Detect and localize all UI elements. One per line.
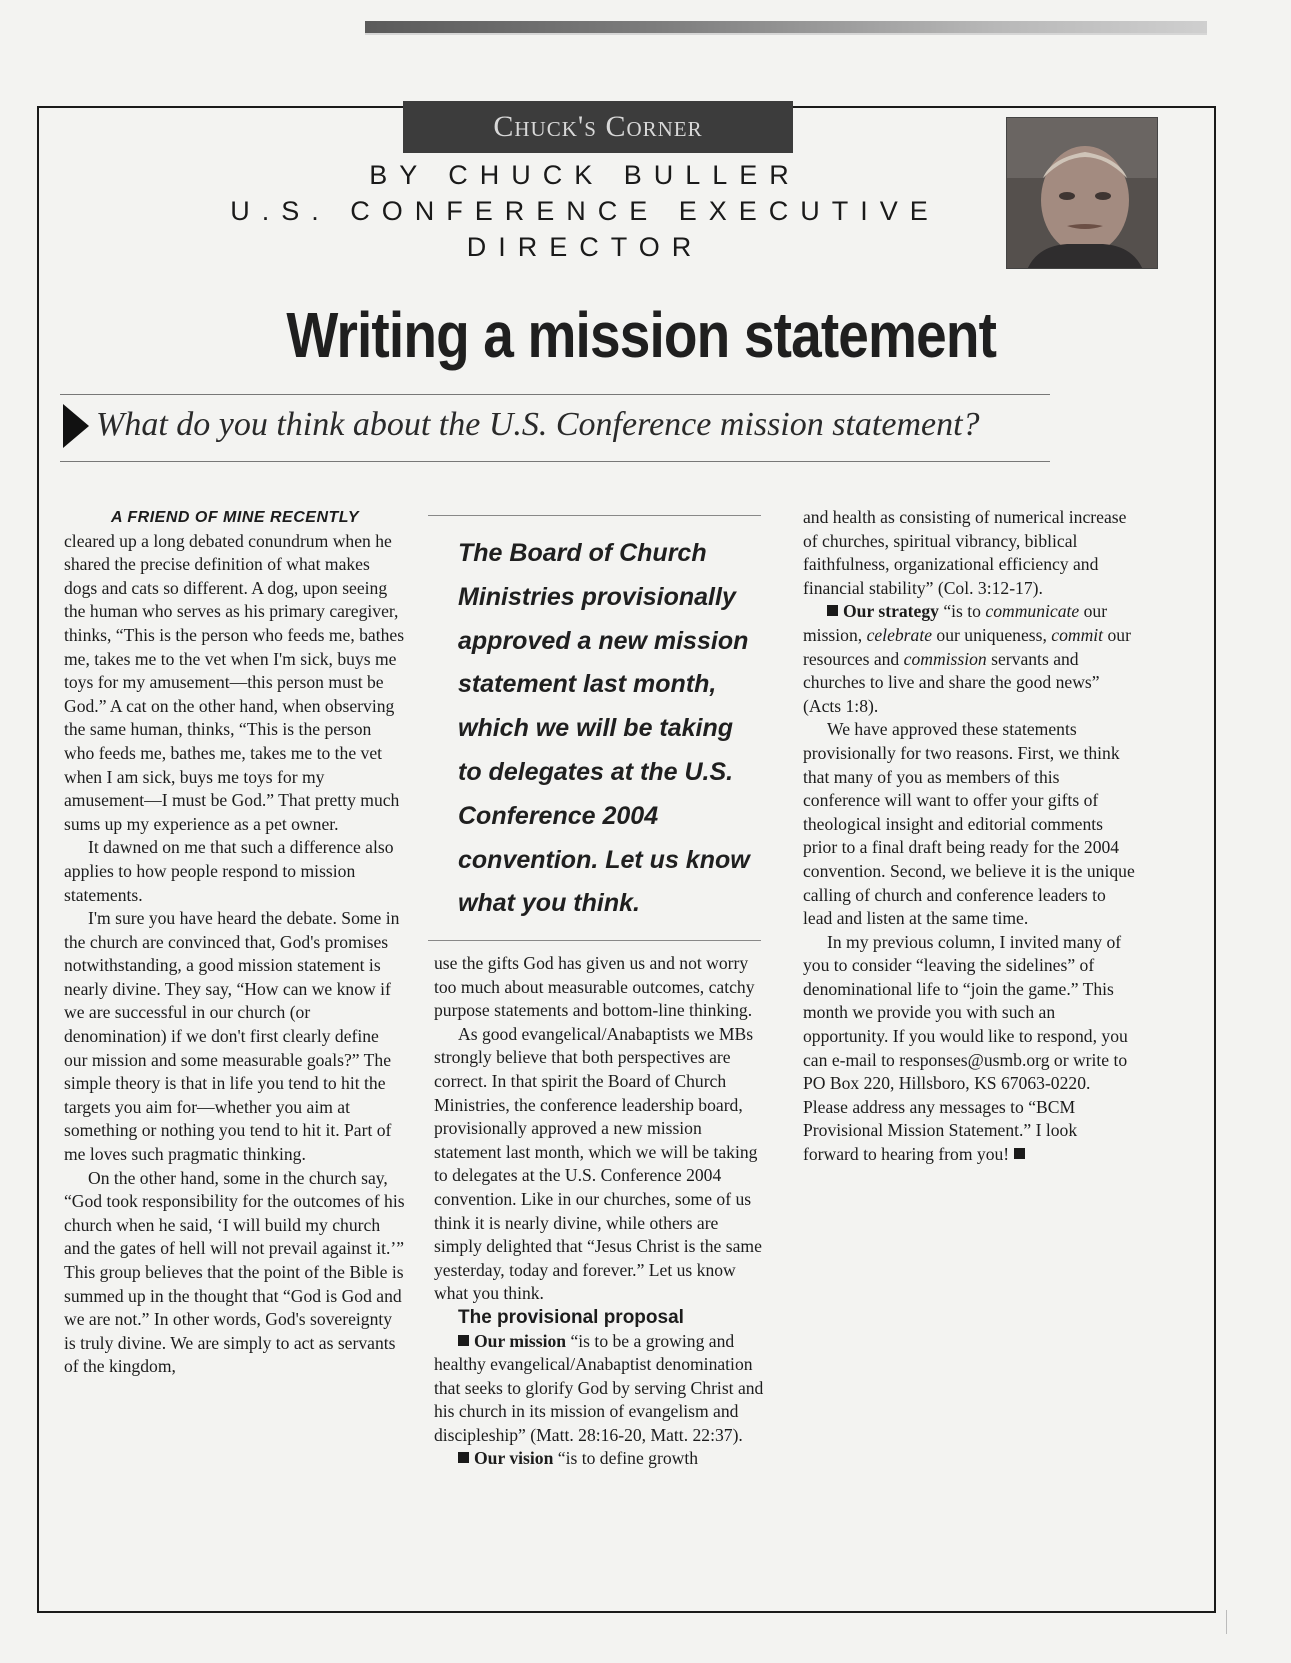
deck-rule-top xyxy=(60,394,1050,395)
pullquote-rule-top xyxy=(428,515,761,516)
paragraph: I'm sure you have heard the debate. Some in the church are convinced that, God's promises notwithstanding, a good mission statement is nearly divine. They say, “How can we know if we are successful in our church (or denomination) if we don't first clearly define our mission and some measurable goals?” The simple theory is that in life you tend to hit the targets you aim for—whether you aim at something or nothing you tend to hit it. Part of me loves such pragmatic thinking. xyxy=(64,908,400,1165)
paragraph: and health as consisting of numerical increase of churches, spiritual vibrancy, biblical faithfulness, organizational efficiency and financial stability” (Col. 3:12-17). xyxy=(803,507,1127,598)
bullet-square-icon xyxy=(827,605,838,616)
strategy-text: “is to xyxy=(943,601,981,622)
deck-subtitle: What do you think about the U.S. Conference mission statement? xyxy=(96,406,980,443)
pullquote: The Board of Church Ministries provisionally approved a new mission statement last month, which we will be taking to delegates at the U.S. Conference 2004 convention. Let us know what you think. xyxy=(458,539,750,918)
paragraph: cleared up a long debated conundrum when he shared the precise definition of what makes dogs and cats so different. A dog, upon seeing the human who serves as his primary caregiver, thinks, “This is the person who feeds me, bathes me, takes me to the vet when I'm sick, buys me toys for my amusement—this person must be God.” A cat on the other hand, when observing the same human, thinks, “This is the person who feeds me, bathes me, takes me to the vet when I am sick, buys me toys for my amusement—I must be God.” That pretty much sums up my experience as a pet owner. xyxy=(64,530,405,834)
headline: Writing a mission statement xyxy=(286,299,997,371)
closing-text: In my previous column, I invited many of you to consider “leaving the sidelines” of denominational life to “join the game.” This month we provide you with such an opportunity. If you would like to respond, you can e-mail to responses@usmb.org or write to PO Box 220, Hillsboro, KS 67063-0220. Please address any messages to “BCM Provisional Mission Statement.” I look forward to hearing from you! xyxy=(803,931,1128,1165)
vision-text: “is to define growth xyxy=(557,1448,699,1469)
mission-label: Our mission xyxy=(474,1330,567,1351)
vision-label: Our vision xyxy=(474,1448,554,1469)
paragraph: use the gifts God has given us and not worry too much about measurable outcomes, catchy purpose statements and bottom-line thinking. xyxy=(434,953,755,1021)
paragraph: It dawned on me that such a difference also applies to how people respond to mission statements. xyxy=(64,837,394,905)
strategy-label: Our strategy xyxy=(843,601,939,622)
column-1 xyxy=(64,506,406,1379)
byline-title: U.S. CONFERENCE EXECUTIVE DIRECTOR xyxy=(230,196,940,262)
byline-author: BY CHUCK BULLER xyxy=(369,160,801,190)
paragraph: We have approved these statements provisionally for two reasons. First, we think that many of you as members of this conference will want to offer your gifts of theological insight and editorial comments prior to a final draft being ready for the 2004 convention. Second, we believe it is the unique calling of church and conference leaders to lead and listen at the same time. xyxy=(803,719,1135,929)
column-banner: Chuck's Corner xyxy=(403,101,793,153)
vision-item xyxy=(434,1447,765,1471)
paragraph xyxy=(803,931,1136,1167)
author-portrait-icon xyxy=(1007,118,1158,269)
column-3 xyxy=(803,506,1136,1167)
column-2 xyxy=(434,952,765,1471)
end-mark-icon xyxy=(1014,1148,1025,1159)
strategy-keyword: commission xyxy=(903,648,987,669)
strategy-text: our uniqueness, xyxy=(936,624,1047,645)
lead-in: A FRIEND OF MINE RECENTLY xyxy=(110,509,360,526)
deck-arrow-icon xyxy=(63,404,89,448)
deck-rule-bottom xyxy=(60,461,1050,462)
byline xyxy=(200,157,970,265)
mission-item xyxy=(434,1330,765,1448)
paragraph: On the other hand, some in the church say, “God took responsibility for the outcomes of his church when he said, ‘I will build my church and the gates of hell will not prevail against it.’” This group believes that the point of the Bible is summed up in the thought that “God is God and we are not.” In other words, God's sovereignty is truly divine. We are simply to act as servants of the kingdom, xyxy=(64,1167,405,1377)
bullet-square-icon xyxy=(458,1452,469,1463)
strategy-keyword: commit xyxy=(1051,624,1104,645)
strategy-text: our mission, xyxy=(803,601,1108,645)
strategy-item xyxy=(803,600,1136,718)
pullquote-rule-bottom xyxy=(428,940,761,941)
bullet-square-icon xyxy=(458,1335,469,1346)
strategy-keyword: communicate xyxy=(985,601,1080,622)
page-edge-mark xyxy=(1226,1610,1227,1634)
mission-text: “is to be a growing and healthy evangelical/Anabaptist denomination that seeks to glorify God by serving Christ and his church in its mission of evangelism and discipleship” (Matt. 28:16-20, Matt. 22:37). xyxy=(434,1330,764,1445)
strategy-text: our resources and xyxy=(803,624,1131,669)
author-photo xyxy=(1006,117,1158,269)
strategy-keyword: celebrate xyxy=(866,624,933,645)
strategy-text: servants and churches to live and share the good news” (Acts 1:8). xyxy=(803,648,1100,716)
top-rule-shadow xyxy=(365,33,1207,35)
section-subhead: The provisional proposal xyxy=(458,1306,684,1328)
paragraph: As good evangelical/Anabaptists we MBs strongly believe that both perspectives are correct. In that spirit the Board of Church Ministries, the conference leadership board, provisionally approved a new mission statement last month, which we will be taking to delegates at the U.S. Conference 2004 convention. Like in our churches, some of us think it is nearly divine, while others are simply delighted that “Jesus Christ is the same yesterday, today and forever.” Let us know what you think. xyxy=(434,1023,762,1304)
